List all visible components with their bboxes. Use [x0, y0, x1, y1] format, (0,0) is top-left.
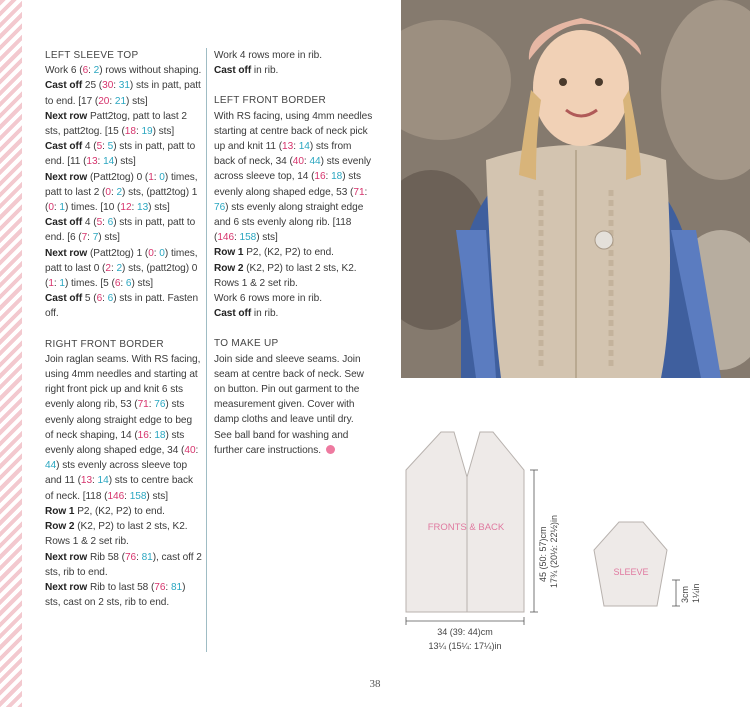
para-castoff-25: Cast off 25 (30: 31) sts in patt, patt to end. [17 (20: 21) sts]	[45, 80, 201, 107]
para-castoff-4: Cast off 4 (5: 5) sts in patt, patt to end. [11 (13: 14) sts]	[45, 141, 196, 168]
para-next-row-1: Next row Patt2tog, patt to last 2 sts, patt2tog. [15 (18: 19) sts]	[45, 110, 187, 138]
para-next-row-2: Next row (Patt2tog) 0 (1: 0) times, patt to last 2 (0: 2) sts, (patt2tog) 1 (0: 1) times. [10 (12: 13) sts]	[45, 171, 198, 214]
photo-child-in-vest	[401, 0, 750, 378]
instructions-column-1	[45, 48, 203, 610]
instructions-column-2	[214, 48, 374, 458]
para-lfb: With RS facing, using 4mm needles starting at centre back of neck pick up and knit 11 (13: 14) sts from back of neck, 34 (40: 44) sts evenly across sleeve top, 14 (16: 18) sts evenly along shaped edge, 53 (71: 76) sts evenly along straight edge and 6 sts evenly along rib. [118 (146: 158) sts]	[214, 110, 373, 244]
width-dimension	[406, 617, 524, 651]
fronts-back-label: FRONTS & BACK	[427, 522, 505, 533]
sleeve-dimension	[672, 580, 701, 606]
sleeve-cm-label: 3cm	[680, 585, 690, 603]
heading-left-front-border: LEFT FRONT BORDER	[214, 95, 326, 107]
heading-left-sleeve-top: LEFT SLEEVE TOP	[45, 50, 139, 61]
sleeve-label: SLEEVE	[613, 567, 649, 577]
para-next-row-4: Next row Rib 58 (76: 81), cast off 2 sts, rib to end.	[45, 551, 202, 578]
heading-to-make-up: TO MAKE UP	[214, 338, 279, 350]
length-dimension	[530, 470, 559, 612]
para-row-2b: Row 2 (K2, P2) to last 2 sts, K2.	[214, 262, 357, 274]
para-row-2: Row 2 (K2, P2) to last 2 sts, K2.	[45, 521, 188, 533]
para-row-1: Row 1 P2, (K2, P2) to end.	[45, 505, 165, 517]
garment-diagram	[396, 420, 716, 665]
length-cm-label: 45 (50: 57)cm	[538, 526, 548, 582]
width-in-label: 13¼ (15¼: 17¼)in	[428, 641, 502, 651]
para-castoff-rib-b: Cast off in rib.	[214, 308, 279, 320]
para-work-rows: Work 6 (6: 2) rows without shaping.	[45, 65, 202, 77]
para-castoff-5: Cast off 5 (6: 6) sts in patt. Fasten off.	[45, 293, 199, 320]
para-rows-set: Rows 1 & 2 set rib.	[45, 536, 129, 548]
heading-right-front-border: RIGHT FRONT BORDER	[45, 338, 164, 350]
sleeve-schematic	[594, 522, 667, 606]
para-rfb: Join raglan seams. With RS facing, using 4mm needles and starting at right front pick up and knit 6 sts evenly along rib, 53 (71: 76) sts evenly along straight edge to beg of neck shaping, 14 (16: 18) sts evenly along shaped edge, 34 (40: 44) sts evenly across sleeve top and 11 (13: 14) sts to centre back of neck. [118 (146: 158) sts]	[45, 353, 201, 502]
column-divider	[206, 48, 207, 652]
para-work-4: Work 4 rows more in rib.	[214, 50, 322, 61]
decorative-stripe	[0, 0, 22, 707]
para-next-row-3: Next row (Patt2tog) 1 (0: 0) times, patt to last 0 (2: 2) sts, (patt2tog) 0 (1: 1) times. [5 (6: 6) sts]	[45, 247, 198, 290]
para-row-1b: Row 1 P2, (K2, P2) to end.	[214, 247, 334, 259]
para-make-up: Join side and sleeve seams. Join seam at centre back of neck. Sew on button. Pin out garment to the measurement given. Cover with damp cloths and leave until dry. See ball band for washing and further care instructions.	[214, 353, 364, 456]
end-mark-icon	[326, 445, 335, 454]
para-castoff-4b: Cast off 4 (5: 6) sts in patt, patt to end. [6 (7: 7) sts]	[45, 217, 196, 244]
width-cm-label: 34 (39: 44)cm	[437, 627, 493, 637]
para-castoff-rib: Cast off in rib.	[214, 65, 279, 77]
length-in-label: 17¾ (20½: 22½)in	[549, 514, 559, 588]
sleeve-in-label: 1¼in	[691, 583, 701, 603]
page-number: 38	[369, 678, 381, 690]
para-rows-set-b: Rows 1 & 2 set rib.	[214, 277, 298, 289]
para-work-6: Work 6 rows more in rib.	[214, 293, 322, 305]
photo-illustration	[401, 0, 750, 378]
para-next-row-5: Next row Rib to last 58 (76: 81) sts, cast on 2 sts, rib to end.	[45, 581, 186, 609]
